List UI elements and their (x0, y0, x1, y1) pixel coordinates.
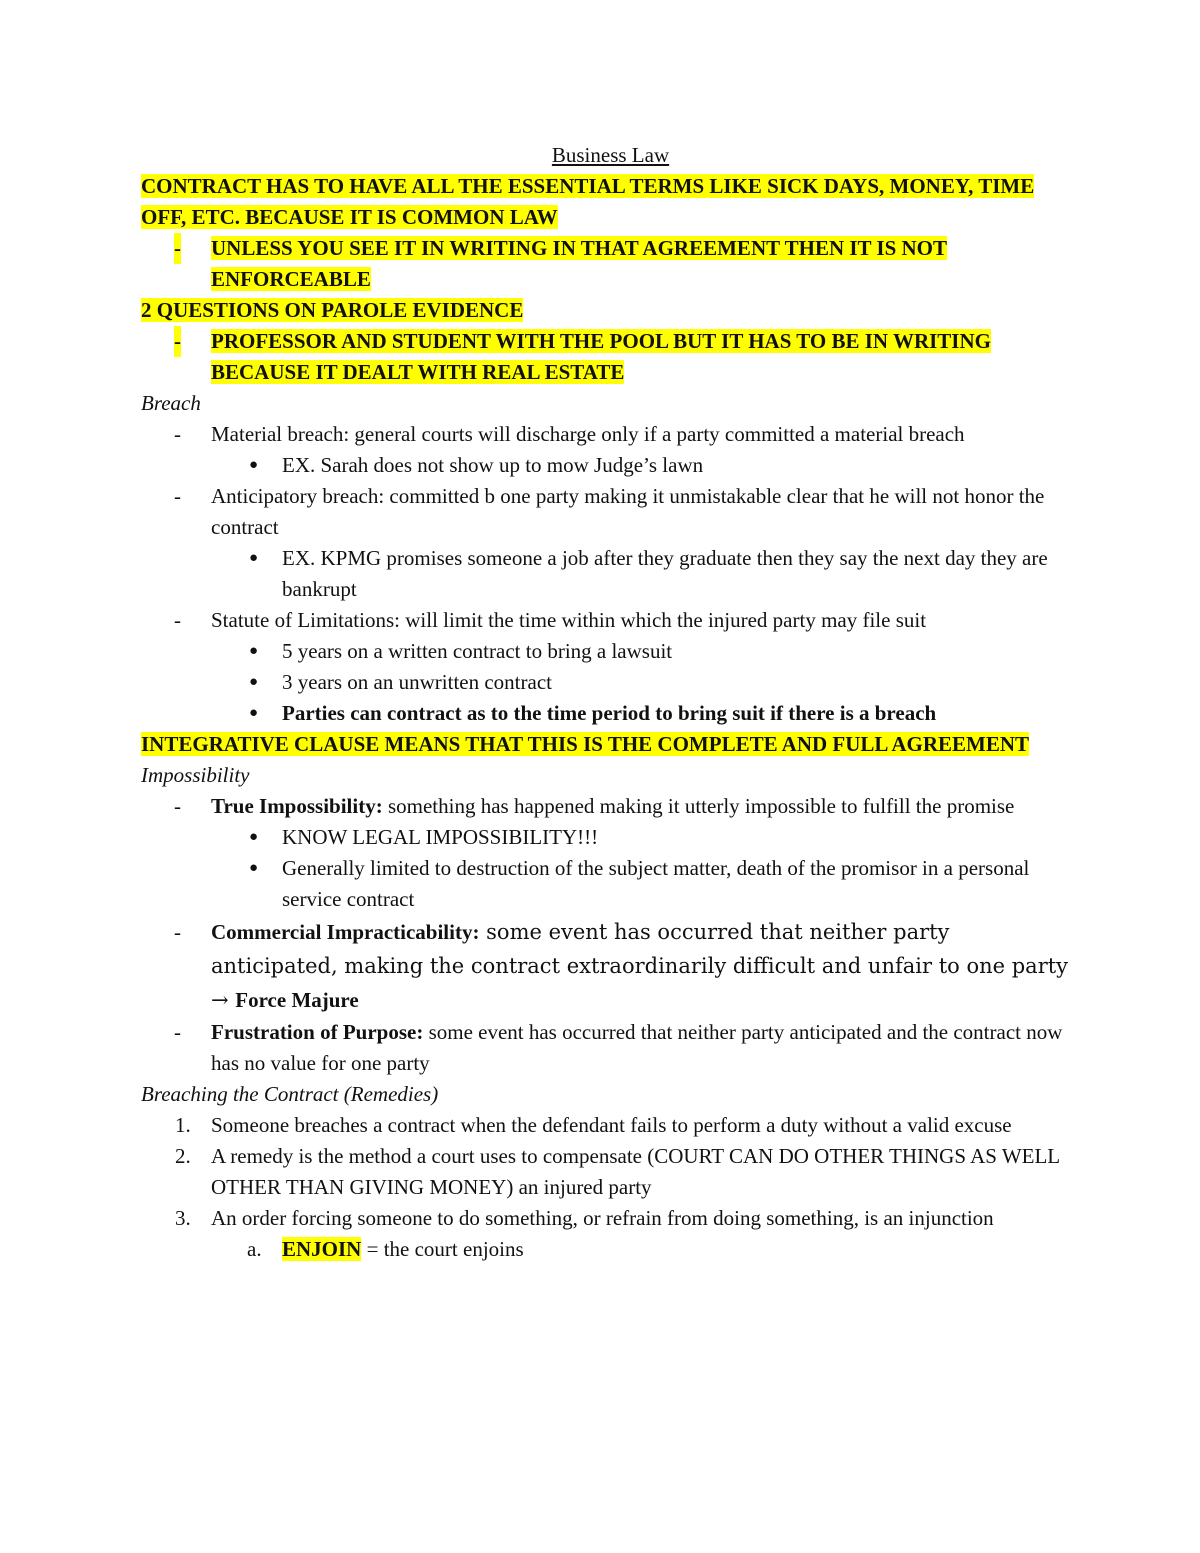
true-impossibility-text: something has happened making it utterly impossible to fulfill the promise (382, 794, 1015, 818)
enjoin-text: = the court enjoins (361, 1237, 524, 1261)
force-majure-term: Force Majure (235, 988, 359, 1012)
bullet-icon: ● (249, 457, 259, 473)
material-breach-example (141, 450, 1080, 481)
anticipatory-breach-example (141, 543, 1080, 605)
bullet-icon: ● (249, 860, 259, 876)
material-breach-text: Material breach: general courts will discharge only if a party committed a material breach (211, 422, 965, 446)
enjoin-term: ENJOIN (282, 1237, 362, 1261)
remedies-sub-item-a (141, 1234, 1080, 1265)
list-number: 1. (175, 1113, 191, 1137)
impossibility-heading: Impossibility (141, 763, 250, 787)
remedies-item-3 (141, 1203, 1080, 1234)
material-breach-example-text: EX. Sarah does not show up to mow Judge’s lawn (282, 453, 704, 477)
bullet-icon: ● (249, 829, 259, 845)
dash-marker: - (174, 794, 181, 818)
anticipatory-breach-example-text: EX. KPMG promises someone a job after they graduate then they say the next day they are bankrupt (282, 546, 1048, 601)
parole-heading-text: 2 QUESTIONS ON PAROLE EVIDENCE (141, 298, 524, 322)
true-impossibility-label: True Impossibility: (211, 794, 383, 818)
remedies-item-1-text: Someone breaches a contract when the defendant fails to perform a duty without a valid excuse (211, 1113, 1012, 1137)
parole-dash-item (141, 326, 1080, 388)
frustration-text: some event has occurred that neither party anticipated and the contract now has no value for one party (211, 1020, 1063, 1075)
statute-bullet-1-text: 5 years on a written contract to bring a lawsuit (282, 639, 673, 663)
dash-marker: - (174, 920, 181, 944)
integrative-text: INTEGRATIVE CLAUSE MEANS THAT THIS IS THE COMPLETE AND FULL AGREEMENT (141, 732, 1030, 756)
parole-dash-text: PROFESSOR AND STUDENT WITH THE POOL BUT IT HAS TO BE IN WRITING BECAUSE IT DEALT WITH REAL ESTATE (211, 329, 991, 384)
list-number: 2. (175, 1144, 191, 1168)
statute-bullet-2 (141, 667, 1080, 698)
breach-heading: Breach (141, 391, 201, 415)
statute-bullet-3-text: Parties can contract as to the time period to bring suit if there is a breach (282, 701, 937, 725)
parole-heading (141, 295, 1080, 326)
intro-caps-note (141, 171, 1080, 233)
frustration-label: Frustration of Purpose: (211, 1020, 424, 1044)
true-impossibility-bullet-2 (141, 853, 1080, 915)
true-impossibility-item (141, 791, 1080, 822)
bullet-icon: ● (249, 550, 259, 566)
remedies-item-3-text: An order forcing someone to do something, or refrain from doing something, is an injunction (211, 1206, 994, 1230)
commercial-impracticability-text: some event has occurred that neither party anticipated, making the contract extraordinarily difficult and unfair to one party → (211, 920, 1069, 1012)
statute-item (141, 605, 1080, 636)
true-impossibility-bullet-1 (141, 822, 1080, 853)
bullet-icon: ● (249, 705, 259, 721)
bullet-icon: ● (249, 643, 259, 659)
remedies-heading: Breaching the Contract (Remedies) (141, 1082, 439, 1106)
true-impossibility-bullet-2-text: Generally limited to destruction of the subject matter, death of the promisor in a personal service contract (282, 856, 1030, 911)
intro-dash-item (141, 233, 1080, 295)
page-title: Business Law (551, 143, 670, 167)
dash-marker: - (174, 484, 181, 508)
commercial-impracticability-item (141, 915, 1080, 1017)
statute-bullet-1 (141, 636, 1080, 667)
anticipatory-breach-text: Anticipatory breach: committed b one party making it unmistakable clear that he will not honor the contract (211, 484, 1045, 539)
dash-marker: - (174, 326, 181, 357)
frustration-item (141, 1017, 1080, 1079)
bullet-icon: ● (249, 674, 259, 690)
integrative-note (141, 729, 1080, 760)
list-number: 3. (175, 1206, 191, 1230)
list-letter: a. (247, 1237, 262, 1261)
remedies-item-2 (141, 1141, 1080, 1203)
intro-dash-text: UNLESS YOU SEE IT IN WRITING IN THAT AGREEMENT THEN IT IS NOT ENFORCEABLE (211, 236, 948, 291)
dash-marker: - (174, 1020, 181, 1044)
statute-bullet-3 (141, 698, 1080, 729)
anticipatory-breach-item (141, 481, 1080, 543)
statute-bullet-2-text: 3 years on an unwritten contract (282, 670, 552, 694)
remedies-item-1 (141, 1110, 1080, 1141)
dash-marker: - (174, 608, 181, 632)
remedies-item-2-text: A remedy is the method a court uses to compensate (COURT CAN DO OTHER THINGS AS WELL OTHER THAN GIVING MONEY) an injured party (211, 1144, 1060, 1199)
intro-caps-text: CONTRACT HAS TO HAVE ALL THE ESSENTIAL TERMS LIKE SICK DAYS, MONEY, TIME OFF, ETC. BECAUSE IT IS COMMON LAW (141, 174, 1035, 229)
material-breach-item (141, 419, 1080, 450)
dash-marker: - (174, 422, 181, 446)
true-impossibility-bullet-1-text: KNOW LEGAL IMPOSSIBILITY!!! (282, 825, 599, 849)
dash-marker: - (174, 233, 181, 264)
commercial-impracticability-label: Commercial Impracticability: (211, 920, 480, 944)
statute-text: Statute of Limitations: will limit the time within which the injured party may file suit (211, 608, 927, 632)
